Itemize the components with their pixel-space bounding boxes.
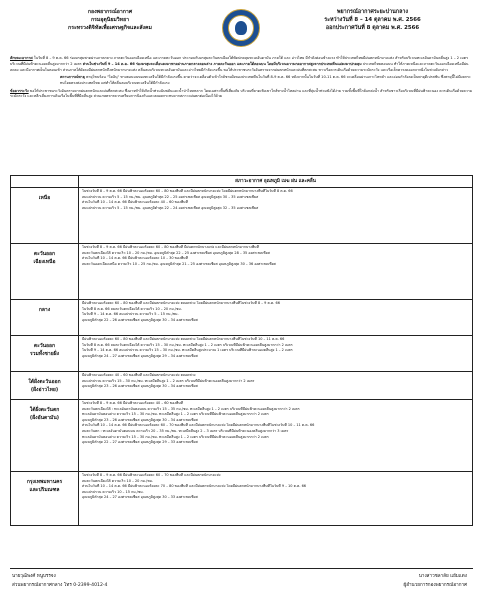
region-forecast: ในช่วงวันที่ 8 – 9 ต.ค. 66 มีฝนฟ้าคะนองร้อยละ 60 – 80 ของพื้นที่ มีฝนตกหนักบางแห่ง และมีฝนตกหนักมากบางพื้นที่ ลมตะวันตกเฉียงใต้ ความเร็ว 10 – 20 กม./ชม. อุณหภูมิต่ำสุด 22 – 25 องศาเซลเซียส อุณหภูมิสูงสุด 28 – 35 องศาเซลเซียส ส่วนในวันที่ 10 – 14 ต.ค. 66 มีฝนฟ้าคะนองร้อยละ 10 – 30 ของพื้นที่ ลมตะวันออกเฉียงเหนือ ความเร็ว 10 – 25 กม./ชม. อุณหภูมิต่ำสุด 21 – 25 องศาเซลเซียส อุณหภูมิสูงสุด 30 – 36 องศาเซลเซียส [79, 244, 473, 300]
regional-forecast-table [10, 175, 473, 526]
region-name: ใต้ฝั่งตะวันตก (ฝั่งอันดามัน) [11, 400, 79, 472]
region-forecast: ในช่วงวันที่ 8 – 9 ต.ค. 66 มีฝนฟ้าคะนองร้อยละ 60 – 70 ของพื้นที่ และมีฝนตกหนักบางแห่ง ลมตะวันตกเฉียงใต้ ความเร็ว 10 – 20 กม./ชม. ส่วนในวันที่ 10 – 14 ต.ค. 66 มีฝนฟ้าคะนองร้อยละ 70 – 80 ของพื้นที่ และมีฝนตกหนักบางแห่ง โดยมีฝนตกหนักมากบางพื้นที่ในวันที่ 9 – 10 ต.ค. 66 ลมแปรปรวน ความเร็ว 10 – 15 กม./ชม. อุณหภูมิต่ำสุด 24 – 27 องศาเซลเซียส อุณหภูมิสูงสุด 30 – 33 องศาเซลเซียส [79, 472, 473, 526]
forecaster-dept: ส่วนพยากรณ์อากาศกลาง โทร 0-2399-4012-4 [12, 583, 108, 588]
forecast-document [10, 8, 473, 592]
region-name: ตะวันออก รวมทั้งชายฝั่ง [11, 336, 79, 372]
region-name: เหนือ [11, 188, 79, 244]
table-row [11, 400, 473, 472]
forecast-intro [10, 56, 473, 102]
precautions: ข้อควรระวัง ขอให้ประชาชนระวังอันตรายจากฝนตกหนักและฝนที่ตกสะสม ซึ่งอาจทำให้เกิดน้ำท่วมฉับพลันและน้ำป่าไหลหลาก โดยเฉพาะพื้นที่เสี่ยงภัย บริเวณที่ลาดเชิงเขาใกล้ทางน้ำไหลผ่าน และที่ลุ่มน้ำท่วมขังได้ง่าย รวมทั้งพื้นที่ใกล้แหล่งน้ำ สำหรับชาวเรือบริเวณที่มีฝนฟ้าคะนอง ควรเดินเรือด้วยความระมัดระวัง และหลีกเลี่ยงการเดินเรือในพื้นที่ที่มีคลื่นสูง ส่วนเกษตรกรควรเตรียมการป้องกันและลดผลกระทบจากสภาวะฝนตกต่อเนื่องไว้ด้วย [10, 88, 473, 99]
table-row [11, 300, 473, 336]
agency-department: กรมอุตุนิยมวิทยา [90, 17, 130, 23]
agency-ministry: กระทรวงดิจิทัลเพื่อเศรษฐกิจและสังคม [68, 25, 152, 31]
forecast-title: พยากรณ์อากาศระยะปานกลาง [336, 9, 409, 15]
document-footer [10, 568, 473, 592]
weather-summary: ลักษณะอากาศ ในวันที่ 8 – 9 ต.ค. 66 ร่องมรสุมพาดผ่านภาคกลาง ภาคตะวันออกเฉียงเหนือ และภาคตะวันออก ประกอบกับมรสุมตะวันตกเฉียงใต้พัดปกคลุมทะเลอันดามัน ภาคใต้ และ อ่าวไทย มีกำลังค่อนข้างแรง ทำให้ประเทศไทยมีฝนตกหนักบางแห่ง สำหรับบริเวณทะเลอันดามันคลื่นสูง 1 – 2 เมตร บริเวณที่มีฝนฟ้าคะนองคลื่นสูงมากกว่า 2 เมตร ส่วนในช่วงวันที่ 9 – 14 ต.ค. 66 ร่องมรสุมจะเลื่อนลงมาพาดผ่านภาคกลางตอนล่าง ภาคตะวันออก และภาคใต้ตอนบน โดยมีบริเวณความกดอากาศสูงจากประเทศจีนแผ่ลงมาปกคลุม ประเทศไทยตอนบน ทำให้ภาคเหนือและภาคตะวันออกเฉียงเหนือมีฝนลดลง และมีอากาศเย็นในตอนเช้า ส่วนภาคใต้ยังคงมีฝนตกหนักถึงหนักมากบางแห่ง คลื่นลมบริเวณทะเลอันดามันและอ่าวไทยมีกำลังแรงขึ้น ขอให้ประชาชนระวังอันตรายจากฝนตกหนักและฝนที่ตกสะสม ชาวเรือควรเดินเรือด้วยความระมัดระวัง และเรือเล็กควรงดออกจากฝั่งในช่วงดังกล่าว [10, 56, 469, 72]
region-name: กรุงเทพมหานคร และปริมณฑล [11, 472, 79, 526]
tmd-emblem-icon [222, 9, 260, 47]
region-forecast: ในช่วงวันที่ 8 – 9 ต.ค. 66 มีฝนฟ้าคะนองร้อยละ 60 – 80 ของพื้นที่ และมีฝนตกหนักบางแห่ง โดยมีฝนตกหนักมากบางพื้นที่ในวันที่ 8 ต.ค. 66 ลมแปรปรวน ความเร็ว 5 – 15 กม./ชม. อุณหภูมิต่ำสุด 22 – 25 องศาเซลเซียส อุณหภูมิสูงสุด 30 – 35 องศาเซลเซียส ส่วนในวันที่ 10 – 14 ต.ค. 66 มีฝนฟ้าคะนองร้อยละ 40 – 60 ของพื้นที่ ลมแปรปรวน ความเร็ว 5 – 15 กม./ชม. อุณหภูมิต่ำสุด 22 – 24 องศาเซลเซียส อุณหภูมิสูงสุด 32 – 35 องศาเซลเซียส [79, 188, 473, 244]
region-name: ตะวันออก เฉียงเหนือ [11, 244, 79, 300]
region-forecast: มีฝนฟ้าคะนองร้อยละ 60 – 80 ของพื้นที่ และมีฝนตกหนักบางแห่ง ตลอดช่วง โดยมีฝนตกหนักมากบางพื้นที่ในช่วงวันที่ 8 – 9 ต.ค. 66 ในวันที่ 8 ต.ค. 66 ลมตะวันตกเฉียงใต้ ความเร็ว 10 – 20 กม./ชม. ในวันที่ 9 – 14 ต.ค. 66 ลมแปรปรวน ความเร็ว 5 – 15 กม./ชม. อุณหภูมิต่ำสุด 22 – 26 องศาเซลเซียส อุณหภูมิสูงสุด 30 – 34 องศาเซลเซียส [79, 300, 473, 336]
forecast-title-block [272, 8, 473, 32]
region-name: ใต้ฝั่งตะวันออก (ฝั่งอ่าวไทย) [11, 372, 79, 400]
issue-date: ออกประกาศวันที่ 8 ตุลาคม พ.ศ. 2566 [325, 25, 420, 31]
forecaster-block [12, 572, 107, 590]
table-row [11, 472, 473, 526]
region-forecast: ในช่วงวันที่ 8 – 9 ต.ค. 66 มีฝนฟ้าคะนองร้อยละ 40 – 60 ของพื้นที่ ลมตะวันตกเฉียงใต้ : ทะเลอันดามันตอนบน ความเร็ว 15 – 35 กม./ชม. ทะเลมีคลื่นสูง 1 – 2 เมตร บริเวณที่มีฝนฟ้าคะนองคลื่นสูงมากกว่า 2 เมตร ทะเลอันดามันตอนล่าง ความเร็ว 15 – 30 กม./ชม. ทะเลมีคลื่นสูง 1 – 2 เมตร บริเวณที่มีฝนฟ้าคะนองคลื่นสูงมากกว่า 2 เมตร อุณหภูมิต่ำสุด 23 – 26 องศาเซลเซียส อุณหภูมิสูงสุด 30 – 34 องศาเซลเซียส ส่วนในวันที่ 10 – 14 ต.ค. 66 มีฝนฟ้าคะนองร้อยละ 60 – 70 ของพื้นที่ และมีฝนตกหนักบางแห่ง โดยมีฝนตกหนักมากบางพื้นที่ในช่วงวันที่ 10 – 11 ต.ค. 66 ลมตะวันตก : ทะเลอันดามันตอนบน ความเร็ว 20 – 35 กม./ชม. ทะเลมีคลื่นสูง 2 – 3 เมตร บริเวณที่มีฝนฟ้าคะนองคลื่นสูงมากกว่า 3 เมตร ทะเลอันดามันตอนล่าง ความเร็ว 15 – 30 กม./ชม. ทะเลมีคลื่นสูง 1 – 2 เมตร บริเวณที่มีฝนฟ้าคะนองคลื่นสูงมากกว่า 2 เมตร อุณหภูมิต่ำสุด 22 – 27 องศาเซลเซียส อุณหภูมิสูงสุด 29 – 33 องศาเซลเซียส [79, 400, 473, 472]
director-title: ผู้อำนวยการกองพยากรณ์อากาศ [403, 583, 467, 588]
forecaster-name: นายวุฒิพงศ์ หนูบรรจง [12, 574, 56, 579]
region-forecast: มีฝนฟ้าคะนองร้อยละ 60 – 80 ของพื้นที่ และมีฝนตกหนักบางแห่ง ตลอดช่วง โดยมีฝนตกหนักมากบางพื้นที่ในช่วงวันที่ 10 – 11 ต.ค. 66 ในวันที่ 8 ต.ค. 66 ลมตะวันตกเฉียงใต้ ความเร็ว 15 – 30 กม./ชม. ทะเลมีคลื่นสูง 1 – 2 เมตร บริเวณที่มีฝนฟ้าคะนองคลื่นสูงมากกว่า 2 เมตร ในวันที่ 9 – 14 ต.ค. 66 ลมแปรปรวน ความเร็ว 15 – 30 กม./ชม. ทะเลมีคลื่นสูงประมาณ 1 เมตร บริเวณที่มีฝนฟ้าคะนองคลื่นสูง 1 – 2 เมตร อุณหภูมิต่ำสุด 24 – 27 องศาเซลเซียส อุณหภูมิสูงสุด 29 – 34 องศาเซลเซียส [79, 336, 473, 372]
agency-block [10, 8, 210, 32]
forecast-period: ระหว่างวันที่ 8 – 14 ตุลาคม พ.ศ. 2566 [324, 17, 421, 23]
storm-situation: สถานการณ์พายุ พายุโซนร้อน "โคอินุ" ทางตอนบนของทะเลจีนใต้มีกำลังแรงขึ้น คาดว่าจะเคลื่อนตัวเข้าใกล้ชายฝั่งของประเทศจีนในวันที่ 8-9 ต.ค. 66 หลังจากนั้นในวันที่ 10-11 ต.ค. 66 จะเคลื่อนผ่านเกาะไหหลำ และอ่อนกำลังลงเป็นพายุดีเปรสชัน ซึ่งพายุนี้ไม่มีผลกระทบโดยตรงต่อประเทศไทย แต่ทำให้คลื่นลมบริเวณทะเลจีนใต้มีกำลังแรง [60, 75, 471, 86]
director-block [404, 572, 467, 590]
table-header-row [11, 176, 473, 188]
region-name: กลาง [11, 300, 79, 336]
director-name: นางสาวชลาลัย แย้มแตง [418, 574, 467, 579]
region-forecast: มีฝนฟ้าคะนองร้อยละ 40 – 60 ของพื้นที่ และมีฝนตกหนักบางแห่ง ตลอดช่วง ลมแปรปรวน ความเร็ว 15 – 30 กม./ชม. ทะเลมีคลื่นสูง 1 – 2 เมตร บริเวณที่มีฝนฟ้าคะนองคลื่นสูงมากกว่า 2 เมตร อุณหภูมิต่ำสุด 23 – 26 องศาเซลเซียส อุณหภูมิสูงสุด 30 – 34 องศาเซลเซียส [79, 372, 473, 400]
table-row [11, 188, 473, 244]
table-row [11, 372, 473, 400]
document-header [10, 8, 473, 54]
agency-division: กองพยากรณ์อากาศ [87, 9, 133, 15]
table-heading: สภาวะอากาศ อุณหภูมิ เมฆ ฝน และคลื่น [79, 176, 473, 188]
table-row [11, 336, 473, 372]
table-row [11, 244, 473, 300]
